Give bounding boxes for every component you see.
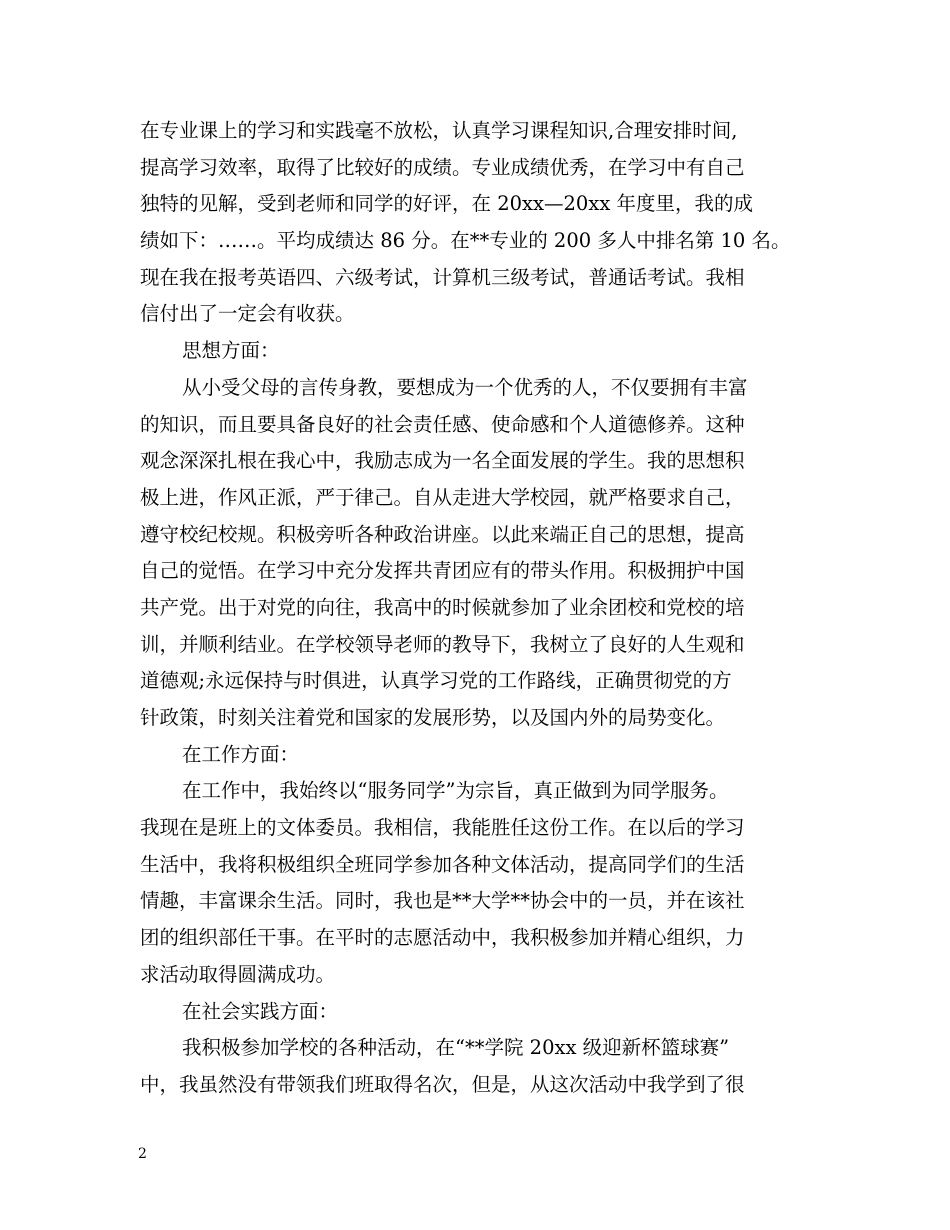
- text-line: 在工作方面：: [182, 742, 300, 766]
- text-line: 训，并顺利结业。在学校领导老师的教导下，我树立了良好的人生观和: [140, 632, 745, 656]
- text-line: 求活动取得圆满成功。: [140, 962, 336, 986]
- text-line: 独特的见解，受到老师和同学的好评，在 20xx—20xx 年度里，我的成: [140, 192, 754, 216]
- text-line: 极上进，作风正派，严于律己。自从走进大学校园，就严格要求自己，: [140, 485, 745, 509]
- text-line: 共产党。出于对党的向往，我高中的时候就参加了业余团校和党校的培: [140, 595, 745, 619]
- text-line: 现在我在报考英语四、六级考试，计算机三级考试，普通话考试。我相: [140, 265, 745, 289]
- text-line: 情趣，丰富课余生活。同时，我也是**大学**协会中的一员，并在该社: [140, 889, 745, 913]
- body-text: [140, 113, 810, 1104]
- page-number: 2: [138, 1146, 147, 1162]
- text-line: 针政策，时刻关注着党和国家的发展形势，以及国内外的局势变化。: [140, 706, 726, 729]
- text-line: 我现在是班上的文体委员。我相信，我能胜任这份工作。在以后的学习: [140, 816, 745, 840]
- text-line: 在专业课上的学习和实践毫不放松，认真学习课程知识,合理安排时间,: [140, 119, 738, 142]
- text-line: 在社会实践方面：: [182, 999, 339, 1023]
- text-line: 遵守校纪校规。积极旁听各种政治讲座。以此来端正自己的思想，提高: [140, 522, 745, 546]
- text-line: 道德观;永远保持与时俱进，认真学习党的工作路线，正确贯彻党的方: [140, 669, 732, 693]
- text-line: 中，我虽然没有带领我们班取得名次，但是，从这次活动中我学到了很: [140, 1072, 745, 1096]
- text-line: 从小受父母的言传身教，要想成为一个优秀的人，不仅要拥有丰富: [182, 375, 748, 399]
- text-line: 自己的觉悟。在学习中充分发挥共青团应有的带头作用。积极拥护中国: [140, 559, 745, 583]
- text-line: 思想方面：: [182, 339, 280, 363]
- text-line: 团的组织部任干事。在平时的志愿活动中，我积极参加并精心组织，力: [140, 926, 745, 950]
- text-line: 信付出了一定会有收获。: [140, 302, 355, 326]
- text-line: 绩如下：……。平均成绩达 86 分。在**专业的 200 多人中排名第 10 名。: [140, 229, 791, 253]
- text-line: 生活中，我将积极组织全班同学参加各种文体活动，提高同学们的生活: [140, 852, 745, 876]
- text-line: 在工作中，我始终以“服务同学”为宗旨，真正做到为同学服务。: [182, 779, 729, 803]
- text-line: 观念深深扎根在我心中，我励志成为一名全面发展的学生。我的思想积: [140, 449, 745, 473]
- text-line: 我积极参加学校的各种活动，在“**学院 20xx 级迎新杯篮球赛”: [182, 1036, 730, 1060]
- text-line: 提高学习效率，取得了比较好的成绩。专业成绩优秀，在学习中有自己: [140, 155, 745, 179]
- text-line: 的知识，而且要具备良好的社会责任感、使命感和个人道德修养。这种: [140, 412, 745, 436]
